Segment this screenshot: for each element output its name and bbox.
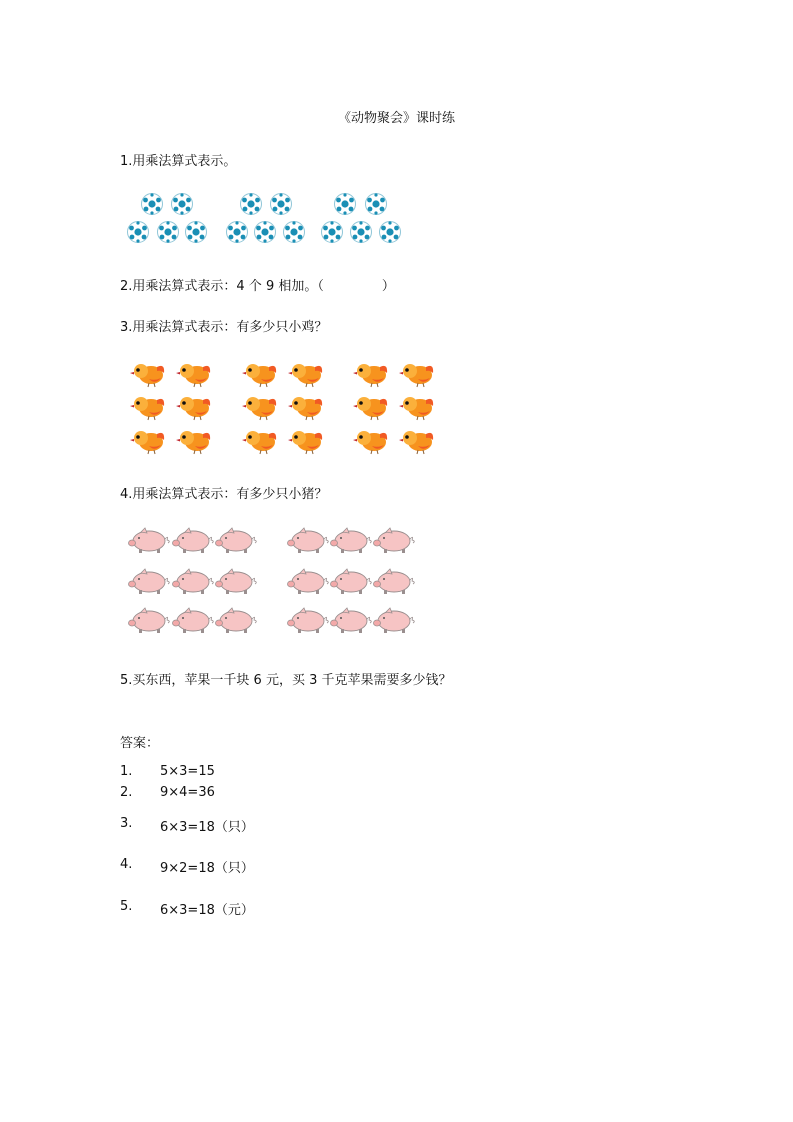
- pig: [288, 608, 329, 633]
- soccer-ball: [128, 221, 149, 242]
- answer-number: 3.: [120, 816, 133, 831]
- pig: [331, 608, 372, 633]
- pig: [331, 528, 372, 553]
- chick: [288, 431, 322, 454]
- answer-number: 5.: [120, 899, 133, 914]
- pig: [129, 608, 170, 633]
- soccer-ball: [380, 221, 401, 242]
- soccer-ball: [172, 193, 193, 214]
- question-2: [120, 275, 395, 294]
- pig: [173, 608, 214, 633]
- answer-value: 5×3=15: [160, 764, 215, 779]
- chick: [353, 364, 387, 387]
- chick: [353, 431, 387, 454]
- chick: [176, 431, 210, 454]
- chick: [288, 397, 322, 420]
- chick: [399, 364, 433, 387]
- pig: [173, 569, 214, 594]
- chick: [176, 397, 210, 420]
- question-4: 4.用乘法算式表示：有多少只小猪？: [120, 487, 328, 502]
- chick: [176, 364, 210, 387]
- chick: [242, 397, 276, 420]
- chick-figure: [130, 364, 433, 454]
- chick: [288, 364, 322, 387]
- pig: [288, 569, 329, 594]
- soccer-ball: [227, 221, 248, 242]
- chick: [353, 397, 387, 420]
- pig: [216, 528, 257, 553]
- soccer-ball: [284, 221, 305, 242]
- answer-number: 2.: [120, 785, 133, 800]
- chick: [242, 364, 276, 387]
- chick: [399, 397, 433, 420]
- answer-number: 4.: [120, 857, 133, 872]
- soccer-ball: [351, 221, 372, 242]
- soccer-ball: [142, 193, 163, 214]
- answer-value: 9×2=18（只）: [160, 861, 254, 876]
- pig: [374, 608, 415, 633]
- question-5: 5.买东西，苹果一千块 6 元，买 3 千克苹果需要多少钱？: [120, 673, 452, 688]
- soccer-ball: [322, 221, 343, 242]
- pig-figure: [129, 528, 415, 633]
- question-2-text: 2.用乘法算式表示：4 个 9 相加。（: [120, 279, 324, 294]
- pig: [129, 528, 170, 553]
- answer-number: 1.: [120, 764, 133, 779]
- pig: [216, 608, 257, 633]
- pig: [288, 528, 329, 553]
- soccer-ball: [335, 193, 356, 214]
- answer-value: 9×4=36: [160, 785, 215, 800]
- chick: [242, 431, 276, 454]
- soccer-ball: [255, 221, 276, 242]
- question-1: 1.用乘法算式表示。: [120, 154, 237, 169]
- soccer-ball: [158, 221, 179, 242]
- pig: [374, 528, 415, 553]
- pig: [374, 569, 415, 594]
- chick: [130, 431, 164, 454]
- pig: [216, 569, 257, 594]
- pig: [331, 569, 372, 594]
- answer-value: 6×3=18（元）: [160, 903, 254, 918]
- chick: [130, 397, 164, 420]
- pig: [129, 569, 170, 594]
- soccer-ball: [186, 221, 207, 242]
- question-2-close: ）: [381, 279, 395, 294]
- chick: [399, 431, 433, 454]
- soccer-ball: [271, 193, 292, 214]
- soccer-ball: [241, 193, 262, 214]
- chick: [130, 364, 164, 387]
- answer-value: 6×3=18（只）: [160, 820, 254, 835]
- soccer-ball: [366, 193, 387, 214]
- answers-heading: 答案：: [120, 736, 160, 751]
- question-3: 3.用乘法算式表示：有多少只小鸡？: [120, 320, 328, 335]
- pig: [173, 528, 214, 553]
- page-title: 《动物聚会》课时练: [337, 111, 455, 126]
